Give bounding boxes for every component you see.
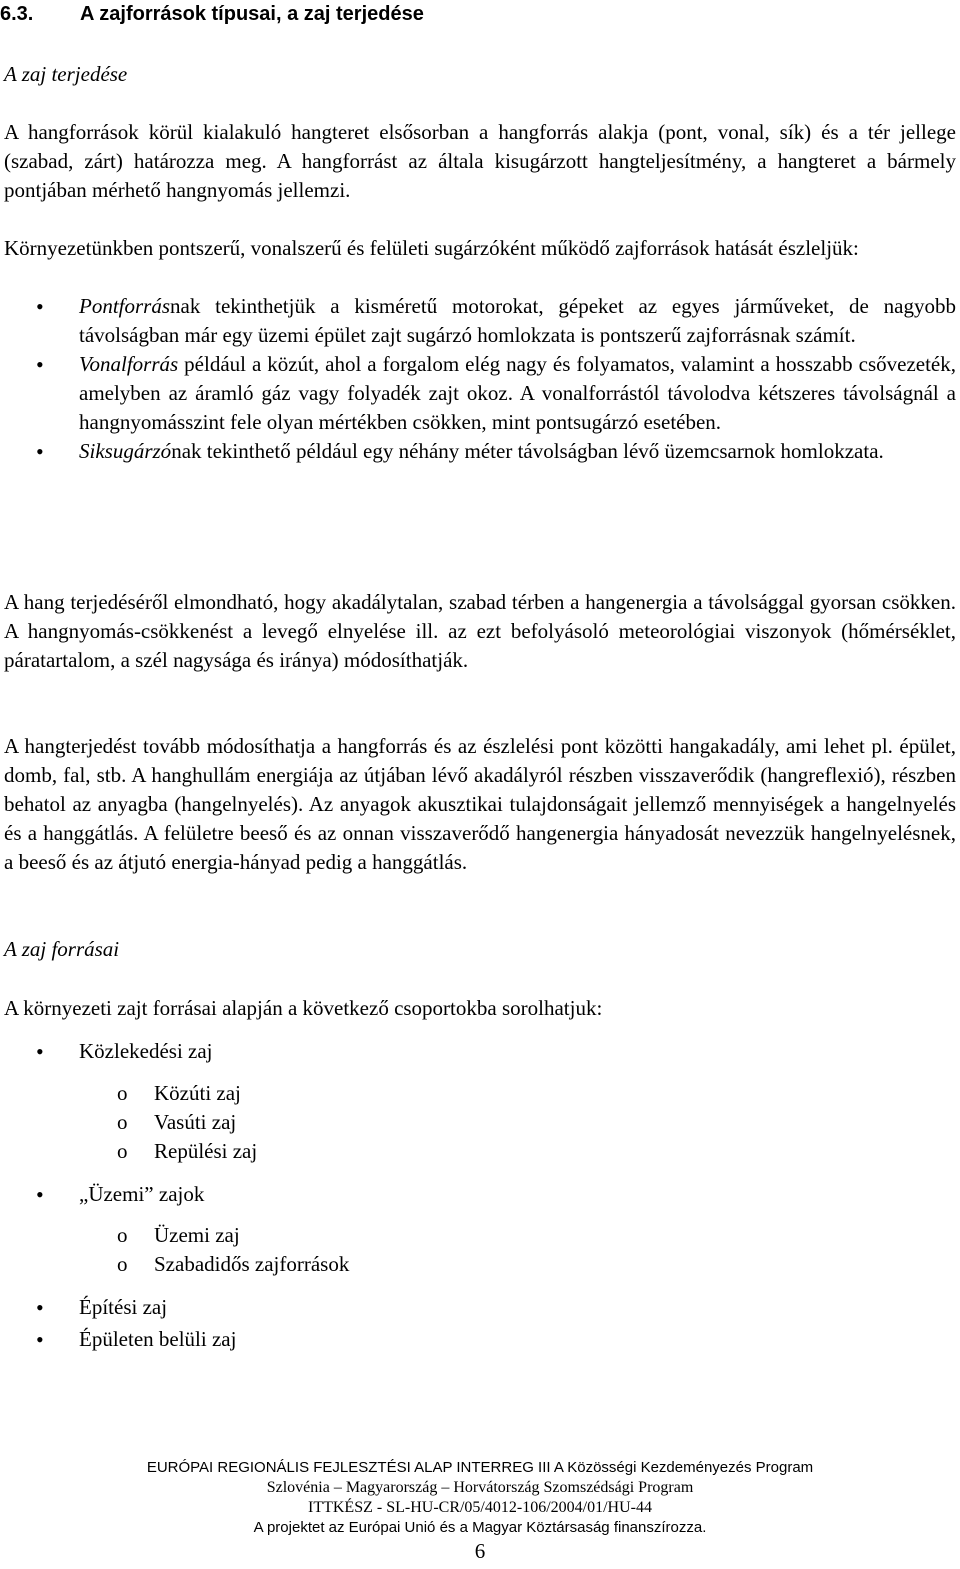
section-heading [0,2,424,26]
footer-program-line: EURÓPAI REGIONÁLIS FEJLESZTÉSI ALAP INTERREG III A Közösségi Kezdeményezés Program [146,1459,814,1476]
list-item-indoor-noise: • Épületen belüli zaj [4,1325,956,1354]
list-item-point-source: • Pontforrásnak tekinthetjük a kisméretű motorokat, gépeket az egyes járműveket, de nagyobb távolságban már egy üzemi épület zajt sugárzó homlokzata is pontszerű zajforrásnak számít. [4,292,956,350]
list-item-rail-noise: o Vasúti zaj [4,1108,257,1137]
section-title: A zajforrások típusai, a zaj terjedése [80,3,424,25]
group-other [4,1293,956,1354]
subheading-sources: A zaj forrásai [4,937,120,961]
subheading-propagation: A zaj terjedése [4,62,128,86]
term-point-source: Pontforrás [79,294,171,318]
page-footer [0,1458,960,1564]
paragraph-source-types: Környezetünkben pontszerű, vonalszerű és felületi sugárzóként működő zajforrások hatását észleljük: [4,236,859,260]
paragraph-sound-field: A hangforrások körül kialakuló hangteret elsősorban a hangforrás alakja (pont, vonal, sík) és a tér jellege (szabad, zárt) határozza meg. A hangforrást az általa kisugárzott hangteljesítmény, a hangteret a bármely pontjában mérhető hangnyomás jellemzi. [4,120,956,202]
list-item-construction-noise: • Építési zaj [4,1293,956,1322]
footer-region-line: Szlovénia – Magyarország – Horvátország Szomszédsági Program [266,1479,694,1496]
list-item-leisure-noise: o Szabadidős zajforrások [4,1250,349,1279]
list-item-plane-source: • Siksugárzónak tekinthető például egy néhány méter távolságban lévő üzemcsarnok homlokzata. [4,437,956,466]
traffic-sublist [4,1079,257,1166]
footer-funding-line: A projektet az Európai Unió és a Magyar Köztársaság finanszírozza. [253,1519,707,1536]
list-item-aviation-noise: o Repülési zaj [4,1137,257,1166]
list-item-plant-noise: o Üzemi zaj [4,1221,349,1250]
list-item-traffic-noise: • Közlekedési zaj [4,1037,956,1066]
paragraph-attenuation: A hang terjedéséről elmondható, hogy akadálytalan, szabad térben a hangenergia a távolsággal gyorsan csökken. A hangnyomás-csökkenést a levegő elnyelése ill. az ezt befolyásoló meteorológiai viszonyok (hőmérséklet, páratartalom, a szél nagysága és iránya) módosíthatják. [4,590,956,672]
list-item-industrial-noise: • „Üzemi” zajok [4,1180,956,1209]
paragraph-source-groups: A környezeti zajt forrásai alapján a következő csoportokba sorolhatjuk: [4,996,603,1020]
group-industrial [4,1180,956,1209]
group-traffic [4,1037,956,1066]
page-number: 6 [474,1539,486,1563]
term-plane-source: Siksugárzó [79,439,172,463]
source-type-list [4,292,956,466]
list-item-line-source: • Vonalforrás például a közút, ahol a forgalom elég nagy és folyamatos, valamint a hosszabb csővezeték, amelyben az áramló gáz vagy folyadék zajt okoz. A vonalforrástól távolodva kétszeres távolságnál a hangnyomásszint fele olyan mértékben csökken, mint pontsugárzó esetében. [4,350,956,437]
section-number: 6.3. [0,3,34,25]
footer-reference-line: ITTKÉSZ - SL-HU-CR/05/4012-106/2004/01/HU-44 [308,1499,652,1516]
term-line-source: Vonalforrás [79,352,179,376]
list-item-road-noise: o Közúti zaj [4,1079,257,1108]
paragraph-barriers: A hangterjedést tovább módosíthatja a hangforrás és az észlelési pont közötti hangakadály, ami lehet pl. épület, domb, fal, stb. A hanghullám energiája az útjában lévő akadályról részben visszaverődik (hangreflexió), részben behatol az anyagba (hangelnyelés). Az anyagok akusztikai tulajdonságait jellemző mennyiségek a hangelnyelés és a hanggátlás. A felületre beeső és az onnan visszaverődő hangenergia hányadosát nevezzük hangelnyelésnek, a beeső és az átjutó energia-hányad pedig a hanggátlás. [4,734,956,874]
industrial-sublist [4,1221,349,1279]
